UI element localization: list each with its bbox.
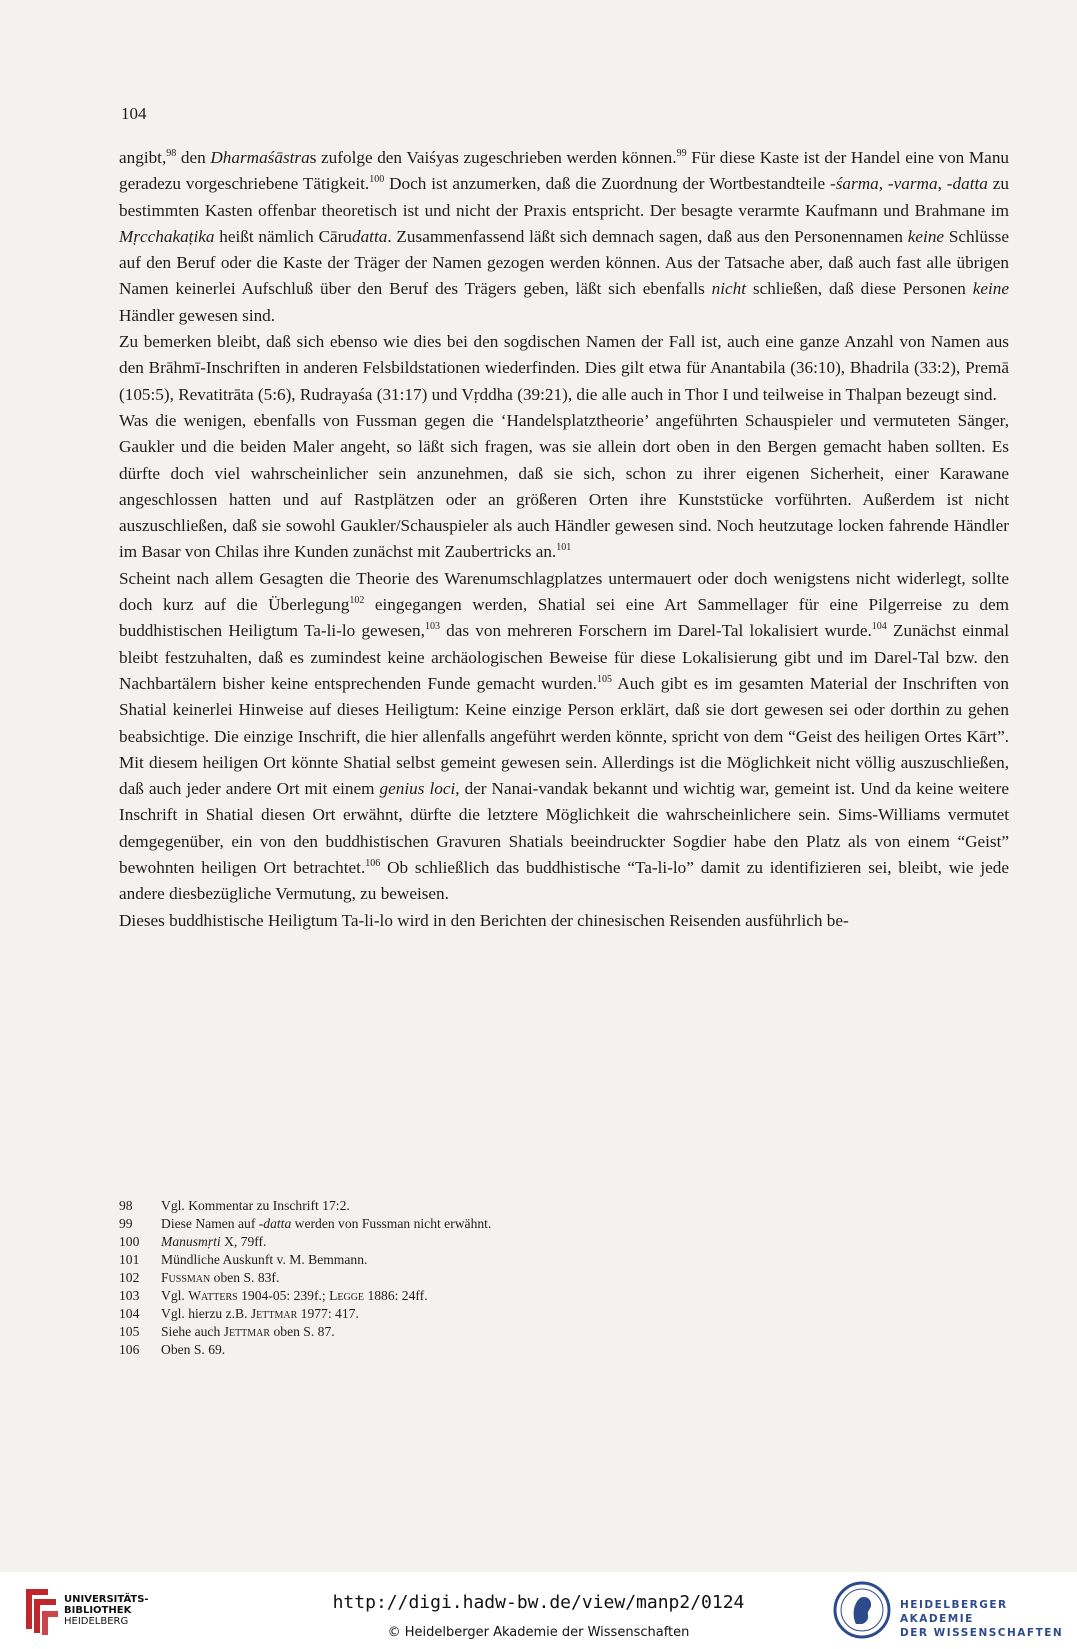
footnote-text: Fussman oben S. 83f. [161,1270,280,1285]
body-text [119,145,1009,934]
footnote-number: 99 [119,1216,133,1231]
italic-term: Dharmaśāstra [210,148,310,167]
footnote [119,1341,719,1359]
italic-term: genius loci [379,779,456,799]
permalink-url[interactable]: http://digi.hadw-bw.de/view/manp2/0124 [332,1592,745,1613]
paragraph: Dieses buddhistische Heiligtum Ta-li-lo wird in den Berichten der chinesischen Reisenden ausführlich be- [119,910,849,930]
paragraph: Zu bemerken bleibt, daß sich ebenso wie dies bei den sogdischen Namen der Fall ist, auch eine ganze Anzahl von Namen aus den Brāhmī-Inschriften in anderen Felsbildstationen wiederfinden. Dies gilt etwa für Anantabila (36:10), Bhadrila (33:2), Premā (105:5), Revatitrāta (5:6), Rudrayaśa (31:17) und Vṛddha (39:21), die alle auch in Thor I und teilweise in Thalpan bezeugt sind. [119,332,1009,404]
italic-term: Mṛcchakaṭika [119,226,215,246]
footnote-text: Vgl. Kommentar zu Inschrift 17:2. [161,1198,350,1213]
footnote-number: 100 [119,1234,140,1249]
hd-line-2: DER WISSENSCHAFTEN [900,1627,1064,1639]
italic-term: nicht [711,279,747,299]
footnote-number: 104 [119,1306,140,1321]
footnote-ref: 103 [424,621,440,633]
footnote-number: 101 [119,1252,140,1267]
ub-line-2: BIBLIOTHEK [64,1605,132,1616]
footnote-ref: 102 [349,595,365,607]
paragraph: Scheint nach allem Gesagten die Theorie des Warenumschlagplatzes untermauert oder doch wenigstens nicht widerlegt, sollte doch kurz auf die Überlegung$^{102}$ eingegangen werden, Shatial sei eine Art Sammellager für eine Pilgerreise zu dem buddhistischen Heiligtum Ta-li-lo gewesen,$^{103}$ das von mehreren Forschern im Darel-Tal lokalisiert wurde.$^{104}$ Zunächst einmal bleibt festzuhalten, daß es zumindest keine archäologischen Beweise für diese Lokalisierung gibt und im Darel-Tal bzw. den Nachbartälern bisher keine entsprechenden Funde gemacht wurden.$^{105}$ Auch gibt es im gesamten Material der Inschriften von Shatial keinerlei Hinweise auf dieses Heiligtum: Keine einzige Person erklärt, daß sie dort gewesen sei oder dorthin zu gehen beabsichtige. Die einzige Inschrift, die hier allenfalls angeführt werden könnte, spricht von dem “Geist des heiligen Ortes Kārt”. Mit diesem heiligen Ort könnte Shatial selbst gemeint gewesen sein. Allerdings ist die Möglichkeit nicht völlig auszuschließen, daß auch jeder andere Ort mit einem genius loci, der Nanai-vandak bekannt und wichtig war, gemeint ist. Und da keine weitere Inschrift in Shatial diesen Ort erwähnt, dürfte die letztere Möglichkeit die wahrscheinlichere sein. Sims-Williams vermutet demgegenüber, ein von den buddhistischen Gravuren Shatials beeindruckter Sogdier habe den Platz als von einem “Geist” bewohnten heiligen Ort betrachtet.$^{106}$ Ob schließlich das buddhistische “Ta-li-lo” damit zu identifizieren sei, bleibt, wie jede andere diesbezügliche Vermutung, zu beweisen. [119,568,1010,904]
italic-term: Manusmṛti [161,1234,221,1249]
footnote [119,1233,719,1251]
author-name: Jettmar [223,1324,271,1339]
author-name: Fussman [161,1270,211,1285]
ub-line-3: HEIDELBERG [64,1616,129,1627]
akademie-name [900,1598,1077,1640]
footnote [119,1251,719,1269]
author-name: Watters [188,1288,238,1303]
footnotes [119,1197,719,1359]
italic-term: -datta [258,1216,292,1231]
hd-line-1: HEIDELBERGER AKADEMIE [900,1599,1008,1625]
footnote [119,1269,719,1287]
footnote-number: 98 [119,1198,133,1213]
footnote-ref: 98 [166,148,177,159]
footnote-text: Manusmṛti X, 79ff. [161,1234,267,1249]
paragraph: angibt,$^{98}$ den Dharmaśāstras zufolge den Vaiśyas zugeschrieben werden können.$^{99}$ Für diese Kaste ist der Handel eine von Manu geradezu vorgeschriebene Tätigkeit.$^{100}$ Doch ist anzumerken, daß die Zuordnung der Wortbestandteile -śarma, -varma, -datta zu bestimmten Kasten offenbar theoretisch ist und nicht der Praxis entspricht. Der besagte verarmte Kaufmann und Brahmane im Mṛcchakaṭika heißt nämlich Cārudatta. Zusammenfassend läßt sich demnach sagen, daß aus den Personennamen keine Schlüsse auf den Beruf oder die Kaste der Träger der Namen gezogen werden können. Aus der Tatsache aber, daß auch fast alle übrigen Namen keinerlei Aufschluß über den Beruf des Trägers geben, läßt sich ebenfalls nicht schließen, daß diese Personen keine Händler gewesen sind. [119,148,1010,325]
footnote [119,1305,719,1323]
author-name: Jettmar [250,1306,298,1321]
footnote-ref: 99 [676,148,687,159]
footnote-number: 105 [119,1324,140,1339]
footnote [119,1287,719,1305]
italic-term: keine [972,279,1009,299]
paragraph: Was die wenigen, ebenfalls von Fussman gegen die ‘Handelsplatztheorie’ angeführten Schauspieler und vermuteten Sänger, Gaukler und die beiden Maler angeht, so läßt sich fragen, was sie allein dort oben in den Bergen gemacht haben sollten. Es dürfte doch viel wahrscheinlicher sein anzunehmen, daß sie sich, schon zu ihrer eigenen Sicherheit, einer Karawane angeschlossen hatten und auf Rastplätzen oder an größeren Orten ihre Kunststücke vorführten. Außerdem ist nicht auszuschließen, daß sie sowohl Gaukler/Schauspieler als auch Händler gewesen sind. Noch heutzutage locken fahrende Händler im Basar von Chilas ihre Kunden zunächst mit Zaubertricks an.$^{101}$ [119,410,1009,562]
footnote-ref: 105 [596,673,612,685]
footnote-ref: 100 [369,174,385,186]
viewer-footer [0,1572,1077,1649]
footnote-text: Vgl. Watters 1904-05: 239f.; Legge 1886: 24ff. [161,1288,428,1303]
italic-term: datta [351,226,388,246]
akademie-seal-icon [832,1580,892,1640]
footnote-number: 106 [119,1342,140,1357]
ub-line-1: UNIVERSITÄTS- [64,1594,149,1605]
copyright-notice: © Heidelberger Akademie der Wissenschaften [387,1625,690,1640]
footnote [119,1323,719,1341]
italic-term: keine [907,226,945,246]
footnote-number: 103 [119,1288,140,1303]
footnote-text: Vgl. hierzu z.B. Jettmar 1977: 417. [161,1306,359,1321]
footnote-text: Siehe auch Jettmar oben S. 87. [161,1324,335,1339]
author-name: Legge [329,1288,365,1303]
footnote-ref: 104 [871,621,887,633]
footnote-text: Mündliche Auskunft v. M. Bemmann. [161,1252,368,1267]
footnote-ref: 101 [556,542,572,554]
footnote-text: Oben S. 69. [161,1342,226,1357]
footnote [119,1197,719,1215]
footnote-text: Diese Namen auf -datta werden von Fussman nicht erwähnt. [161,1216,492,1231]
footnote-number: 102 [119,1270,140,1285]
footnote-ref: 106 [365,858,381,870]
footnote [119,1215,719,1233]
italic-term: -śarma, -varma, -datta [830,174,988,194]
page-number: 104 [121,104,147,123]
